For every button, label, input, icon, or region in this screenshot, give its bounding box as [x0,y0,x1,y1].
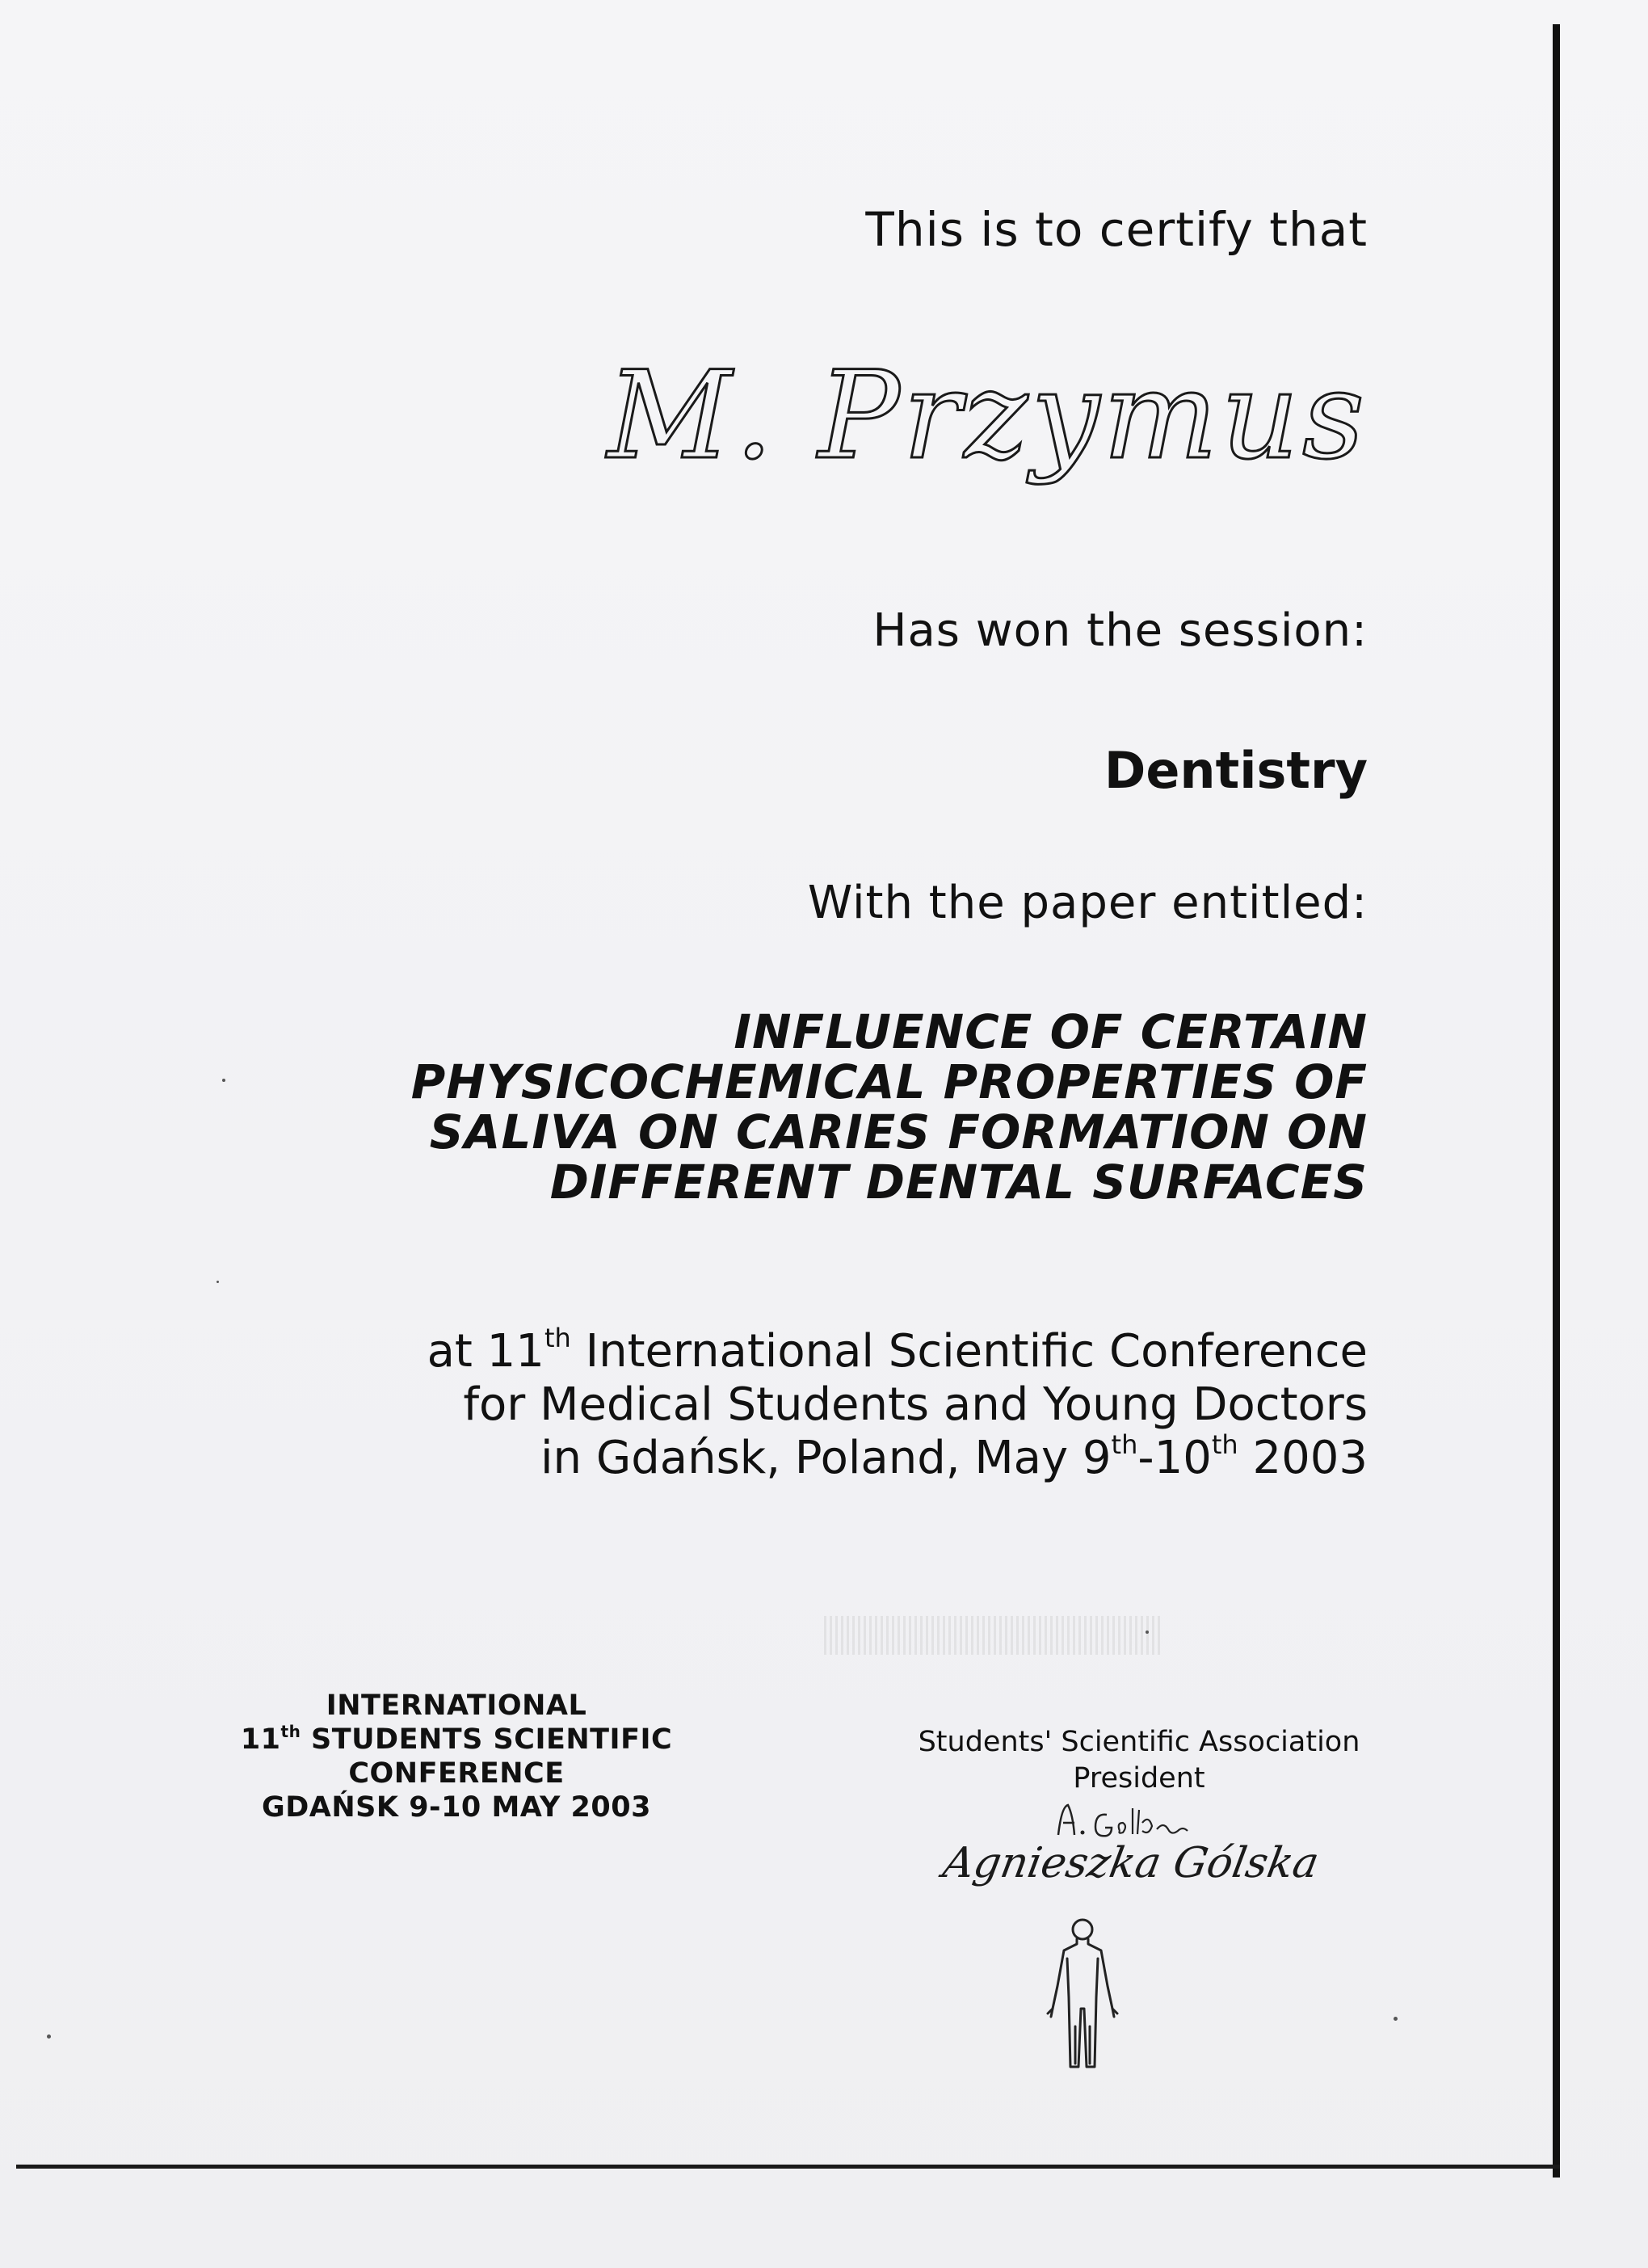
signature-organization [856,1724,1422,1797]
scan-speck [1394,2017,1398,2021]
right-border-line [1553,24,1560,2178]
conference-line-2: for Medical Students and Young Doctors [463,1378,1368,1431]
paper-title-line: INFLUENCE OF CERTAIN [734,1004,1368,1059]
scan-speck [222,1079,225,1082]
human-figure-icon [1030,1913,1135,2075]
paper-title-line: PHYSICOCHEMICAL PROPERTIES OF [410,1054,1368,1109]
certify-intro: This is to certify that [865,202,1368,257]
stamp-line-3: CONFERENCE [348,1757,565,1790]
paper-title-line: DIFFERENT DENTAL SURFACES [549,1155,1368,1210]
stamp-line-1: INTERNATIONAL [326,1689,587,1722]
scan-artifact [824,1616,1163,1655]
signatory-role: President [1073,1762,1205,1795]
conference-stamp [194,1689,719,1824]
stamp-line-4: GDAŃSK 9-10 MAY 2003 [262,1791,651,1824]
session-label: Has won the session: [872,604,1368,657]
signatory-name: Agnieszka Gólska [939,1839,1323,1887]
paper-title-line: SALIVA ON CARIES FORMATION ON [429,1105,1368,1159]
conference-line-1: at 11th International Scientific Conference [427,1323,1368,1378]
bottom-border-line [16,2165,1560,2169]
scan-speck [1146,1631,1149,1634]
recipient-name: M. Przymus [607,346,1368,486]
stamp-line-2: 11th STUDENTS SCIENTIFIC [240,1722,673,1756]
session-name: Dentistry [1104,741,1368,800]
conference-line-3: in Gdańsk, Poland, May 9th-10th 2003 [540,1429,1368,1484]
paper-label: With the paper entitled: [807,877,1368,929]
paper-title [196,1004,1368,1210]
organization-name: Students' Scientific Association [918,1726,1360,1758]
scan-speck [217,1281,219,1283]
conference-details [237,1325,1368,1485]
scan-speck [47,2034,51,2039]
